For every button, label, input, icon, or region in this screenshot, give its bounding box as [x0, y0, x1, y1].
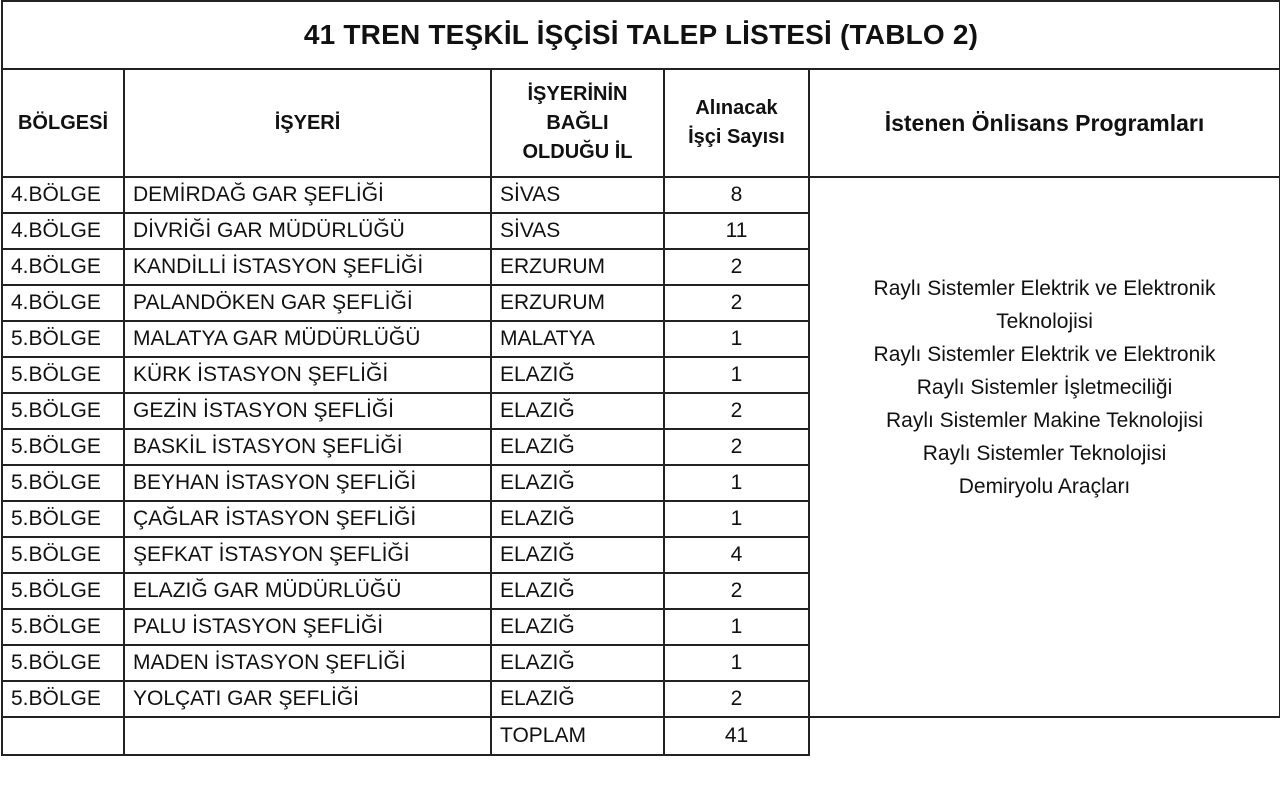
- count-cell: 1: [664, 609, 809, 645]
- workplace-cell: KANDİLLİ İSTASYON ŞEFLİĞİ: [124, 249, 491, 285]
- region-cell: 5.BÖLGE: [2, 465, 124, 501]
- region-cell: 5.BÖLGE: [2, 573, 124, 609]
- table-title: 41 TREN TEŞKİL İŞÇİSİ TALEP LİSTESİ (TABLO 2): [2, 1, 1280, 69]
- city-cell: ELAZIĞ: [491, 681, 664, 717]
- header-city-line-2: BAĞLI: [546, 111, 609, 134]
- count-cell: 1: [664, 501, 809, 537]
- header-count-line-2: İşçi Sayısı: [688, 126, 785, 148]
- city-cell: MALATYA: [491, 321, 664, 357]
- header-workplace: İŞYERİ: [124, 69, 491, 177]
- city-cell: SİVAS: [491, 213, 664, 249]
- city-cell: ELAZIĞ: [491, 537, 664, 573]
- region-cell: 4.BÖLGE: [2, 285, 124, 321]
- region-cell: 5.BÖLGE: [2, 357, 124, 393]
- region-cell: 4.BÖLGE: [2, 177, 124, 213]
- city-cell: ELAZIĞ: [491, 429, 664, 465]
- title-row: [2, 1, 1280, 69]
- workplace-cell: YOLÇATI GAR ŞEFLİĞİ: [124, 681, 491, 717]
- total-label: TOPLAM: [491, 717, 664, 755]
- programs-cell: [809, 177, 1280, 717]
- header-count: [664, 69, 809, 177]
- workplace-cell: ELAZIĞ GAR MÜDÜRLÜĞÜ: [124, 573, 491, 609]
- region-cell: 5.BÖLGE: [2, 429, 124, 465]
- table-row: [2, 177, 1280, 213]
- city-cell: ELAZIĞ: [491, 501, 664, 537]
- count-cell: 2: [664, 285, 809, 321]
- workplace-cell: BASKİL İSTASYON ŞEFLİĞİ: [124, 429, 491, 465]
- workplace-cell: BEYHAN İSTASYON ŞEFLİĞİ: [124, 465, 491, 501]
- program-line: Raylı Sistemler İşletmeciliği: [916, 375, 1173, 399]
- region-cell: 5.BÖLGE: [2, 645, 124, 681]
- count-cell: 2: [664, 573, 809, 609]
- workplace-cell: DİVRİĞİ GAR MÜDÜRLÜĞÜ: [124, 213, 491, 249]
- workplace-cell: MADEN İSTASYON ŞEFLİĞİ: [124, 645, 491, 681]
- workplace-cell: KÜRK İSTASYON ŞEFLİĞİ: [124, 357, 491, 393]
- city-cell: ELAZIĞ: [491, 393, 664, 429]
- talep-listesi-table: [1, 0, 1280, 756]
- city-cell: ERZURUM: [491, 249, 664, 285]
- total-row: [2, 717, 1280, 755]
- program-line: Raylı Sistemler Teknolojisi: [922, 441, 1167, 465]
- program-line: Raylı Sistemler Elektrik ve Elektronik: [873, 276, 1216, 300]
- region-cell: 4.BÖLGE: [2, 213, 124, 249]
- total-value: 41: [664, 717, 809, 755]
- city-cell: ELAZIĞ: [491, 357, 664, 393]
- count-cell: 1: [664, 321, 809, 357]
- city-cell: ELAZIĞ: [491, 573, 664, 609]
- city-cell: ELAZIĞ: [491, 465, 664, 501]
- header-programs: İstenen Önlisans Programları: [809, 69, 1280, 177]
- count-cell: 8: [664, 177, 809, 213]
- total-empty-cell: [2, 717, 124, 755]
- program-line: Raylı Sistemler Makine Teknolojisi: [885, 408, 1204, 432]
- workplace-cell: DEMİRDAĞ GAR ŞEFLİĞİ: [124, 177, 491, 213]
- header-city: [491, 69, 664, 177]
- count-cell: 11: [664, 213, 809, 249]
- program-line: Demiryolu Araçları: [958, 474, 1131, 498]
- region-cell: 5.BÖLGE: [2, 609, 124, 645]
- workplace-cell: GEZİN İSTASYON ŞEFLİĞİ: [124, 393, 491, 429]
- count-cell: 1: [664, 465, 809, 501]
- city-cell: SİVAS: [491, 177, 664, 213]
- city-cell: ERZURUM: [491, 285, 664, 321]
- total-blank-cell: [809, 717, 1280, 755]
- workplace-cell: ÇAĞLAR İSTASYON ŞEFLİĞİ: [124, 501, 491, 537]
- region-cell: 5.BÖLGE: [2, 681, 124, 717]
- count-cell: 2: [664, 429, 809, 465]
- count-cell: 1: [664, 645, 809, 681]
- program-line: Teknolojisi: [996, 309, 1093, 333]
- region-cell: 5.BÖLGE: [2, 501, 124, 537]
- workplace-cell: MALATYA GAR MÜDÜRLÜĞÜ: [124, 321, 491, 357]
- region-cell: 5.BÖLGE: [2, 537, 124, 573]
- city-cell: ELAZIĞ: [491, 645, 664, 681]
- workplace-cell: PALANDÖKEN GAR ŞEFLİĞİ: [124, 285, 491, 321]
- region-cell: 5.BÖLGE: [2, 321, 124, 357]
- header-region: BÖLGESİ: [2, 69, 124, 177]
- header-count-line-1: Alınacak: [695, 97, 778, 119]
- region-cell: 4.BÖLGE: [2, 249, 124, 285]
- workplace-cell: ŞEFKAT İSTASYON ŞEFLİĞİ: [124, 537, 491, 573]
- count-cell: 1: [664, 357, 809, 393]
- program-line: Raylı Sistemler Elektrik ve Elektronik: [873, 342, 1216, 366]
- total-empty-cell: [124, 717, 491, 755]
- header-city-line-1: İŞYERİNİN: [527, 82, 628, 105]
- count-cell: 2: [664, 681, 809, 717]
- header-row: [2, 69, 1280, 177]
- count-cell: 2: [664, 249, 809, 285]
- count-cell: 2: [664, 393, 809, 429]
- header-city-line-3: OLDUĞU İL: [522, 140, 633, 163]
- count-cell: 4: [664, 537, 809, 573]
- city-cell: ELAZIĞ: [491, 609, 664, 645]
- workplace-cell: PALU İSTASYON ŞEFLİĞİ: [124, 609, 491, 645]
- region-cell: 5.BÖLGE: [2, 393, 124, 429]
